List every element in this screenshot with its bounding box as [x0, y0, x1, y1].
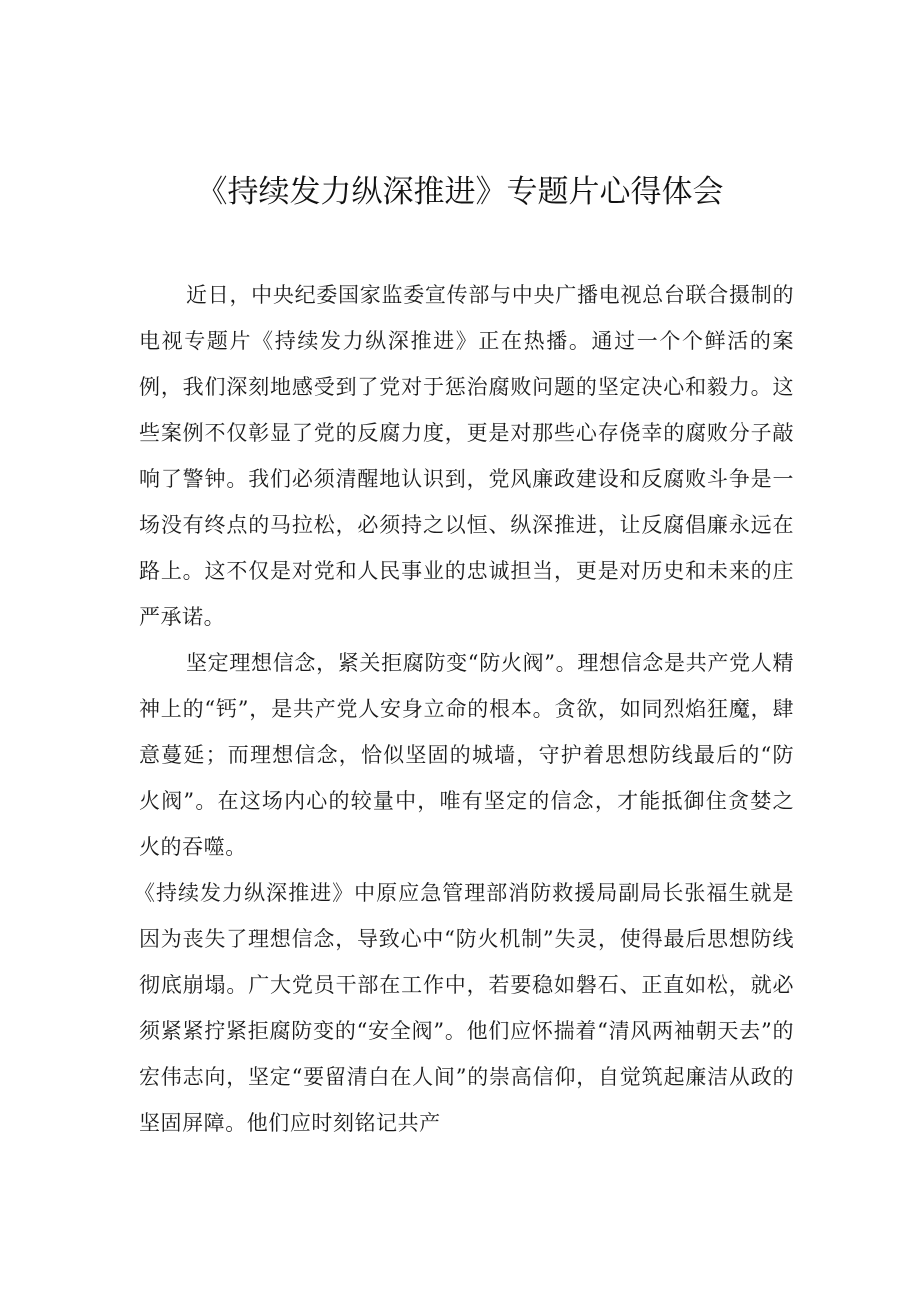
document-title: 《持续发力纵深推进》专题片心得体会 [196, 174, 724, 210]
paragraph-ideals: 坚定理想信念，紧关拒腐防变“防火阀”。理想信念是共产党人精神上的“钙”，是共产党人安身立命的根本。贪欲，如同烈焰狂魔，肆意蔓延；而理想信念，恰似坚固的城墙，守护着思想防线最后的“防火阀”。在这场内心的较量中，唯有坚定的信念，才能抵御住贪婪之火的吞噬。 [139, 651, 794, 859]
document-body [134, 272, 794, 1146]
paragraph-intro: 近日，中央纪委国家监委宣传部与中央广播电视总台联合摄制的电视专题片《持续发力纵深推进》正在热播。通过一个个鲜活的案例，我们深刻地感受到了党对于惩治腐败问题的坚定决心和毅力。这些案例不仅彰显了党的反腐力度，更是对那些心存侥幸的腐败分子敲响了警钟。我们必须清醒地认识到，党风廉政建设和反腐败斗争是一场没有终点的马拉松，必须持之以恒、纵深推进，让反腐倡廉永远在路上。这不仅是对党和人民事业的忠诚担当，更是对历史和未来的庄严承诺。 [139, 283, 794, 629]
paragraph-case: 《持续发力纵深推进》中原应急管理部消防救援局副局长张福生就是因为丧失了理想信念，导致心中“防火机制”失灵，使得最后思想防线彻底崩塌。广大党员干部在工作中，若要稳如磐石、正直如松，就必须紧紧拧紧拒腐防变的“安全阀”。他们应怀揣着“清风两袖朝天去”的宏伟志向，坚定“要留清白在人间”的崇高信仰，自觉筑起廉洁从政的坚固屏障。他们应时刻铭记共产 [134, 881, 794, 1135]
